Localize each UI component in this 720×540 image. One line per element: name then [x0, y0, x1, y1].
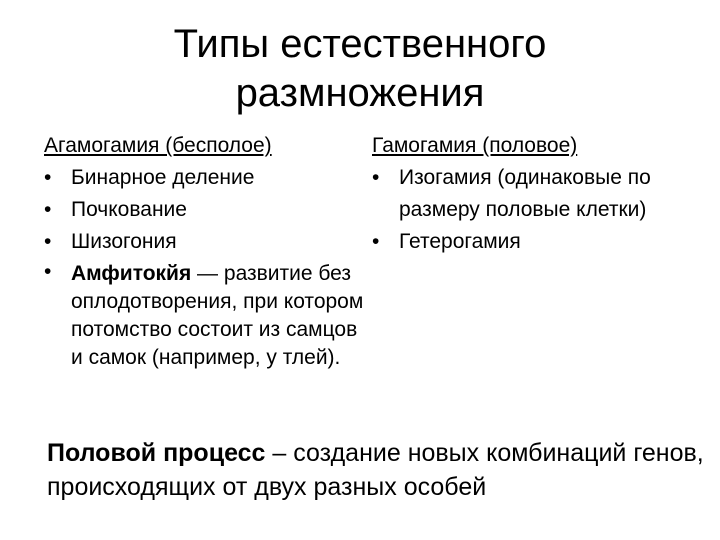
amphitoky-definition: — развитие без оплодотворения, при котором потомство состоит из самцов и самок (например, у тлей).	[71, 262, 364, 369]
sexual-list	[372, 162, 712, 258]
list-item-binary-fission: • Бинарное деление	[44, 162, 364, 194]
slide-title	[0, 20, 720, 118]
asexual-heading: Агамогамия (бесполое)	[44, 134, 272, 157]
asexual-list	[44, 162, 364, 372]
amphitoky-term: Амфитокйя	[71, 262, 192, 285]
title-line-2: размножения	[235, 71, 485, 115]
sexual-column	[372, 130, 712, 258]
list-item-isogamy: • Изогамия (одинаковые по размеру половые клетки)	[372, 162, 712, 226]
list-item-schizogony: • Шизогония	[44, 226, 364, 258]
sexual-process-text: – создание новых комбинаций генов, происходящих от двух разных особей	[47, 439, 704, 501]
sexual-process-definition	[47, 436, 717, 504]
asexual-column	[44, 130, 364, 372]
list-item-amphitoky	[44, 258, 364, 372]
list-item-heterogamy: • Гетерогамия	[372, 226, 712, 258]
title-line-1: Типы естественного	[173, 22, 547, 66]
list-item-budding: • Почкование	[44, 194, 364, 226]
sexual-process-term: Половой процесс	[47, 439, 266, 467]
sexual-heading: Гамогамия (половое)	[372, 134, 578, 157]
